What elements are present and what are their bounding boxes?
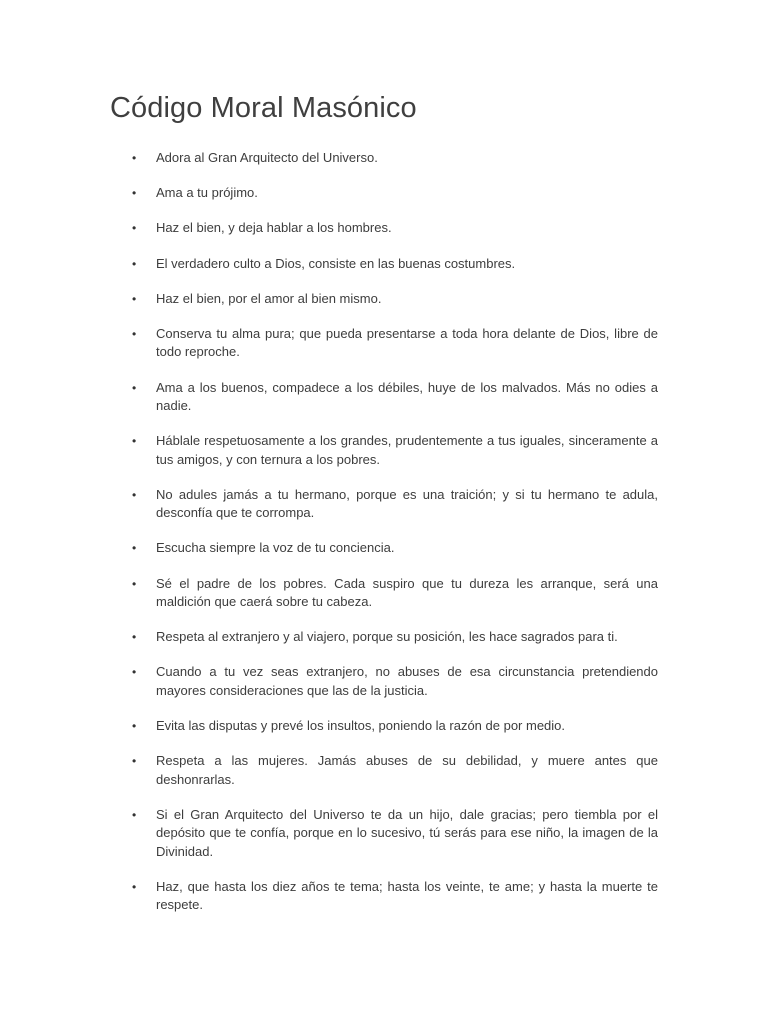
list-item: [110, 806, 658, 861]
list-item: [110, 717, 658, 735]
list-item: [110, 290, 658, 308]
bullet-icon: •: [132, 665, 137, 680]
bullet-icon: •: [132, 380, 137, 395]
list-item: [110, 752, 658, 789]
rules-list: [110, 149, 658, 915]
bullet-icon: •: [132, 221, 137, 236]
bullet-icon: •: [132, 434, 137, 449]
bullet-icon: •: [132, 807, 137, 822]
bullet-icon: •: [132, 719, 137, 734]
bullet-icon: •: [132, 630, 137, 645]
list-item-text: Sé el padre de los pobres. Cada suspiro que tu dureza les arranque, será una maldición que caerá sobre tu cabeza.: [156, 575, 658, 610]
list-item-text: Conserva tu alma pura; que pueda presentarse a toda hora delante de Dios, libre de todo reproche.: [156, 326, 658, 360]
list-item: [110, 149, 658, 167]
bullet-icon: •: [132, 541, 137, 556]
bullet-icon: •: [132, 151, 137, 165]
document-page: [110, 90, 658, 932]
list-item: [110, 255, 658, 273]
list-item-text: Respeta a las mujeres. Jamás abuses de su debilidad, y muere antes que deshonrarlas.: [156, 753, 658, 787]
bullet-icon: •: [132, 487, 137, 502]
bullet-icon: •: [132, 186, 137, 201]
bullet-icon: •: [132, 754, 137, 769]
list-item: [110, 663, 658, 700]
list-item: [110, 379, 658, 416]
list-item-text: Haz el bien, por el amor al bien mismo.: [156, 290, 382, 306]
bullet-icon: •: [132, 576, 137, 591]
bullet-icon: •: [132, 879, 137, 894]
page-title: Código Moral Masónico: [110, 92, 417, 124]
list-item-text: Haz, que hasta los diez años te tema; hasta los veinte, te ame; y hasta la muerte te respete.: [156, 878, 658, 913]
list-item: [110, 878, 658, 915]
list-item-text: Háblale respetuosamente a los grandes, prudentemente a tus iguales, sinceramente a tus amigos, y con ternura a los pobres.: [156, 433, 658, 467]
list-item-text: Ama a los buenos, compadece a los débiles, huye de los malvados. Más no odies a nadie.: [156, 379, 658, 414]
bullet-icon: •: [132, 327, 137, 342]
list-item-text: Adora al Gran Arquitecto del Universo.: [156, 150, 378, 165]
list-item-text: Evita las disputas y prevé los insultos, poniendo la razón de por medio.: [156, 718, 566, 734]
list-item-text: Si el Gran Arquitecto del Universo te da un hijo, dale gracias; pero tiembla por el depósito que te confía, porque en lo sucesivo, tú serás para ese niño, la imagen de la Divinidad.: [156, 806, 658, 859]
list-item: [110, 486, 658, 523]
list-item-text: El verdadero culto a Dios, consiste en las buenas costumbres.: [156, 255, 516, 271]
list-item: [110, 325, 658, 362]
list-item-text: Ama a tu prójimo.: [156, 185, 258, 201]
list-item: [110, 575, 658, 612]
list-item-text: No adules jamás a tu hermano, porque es una traición; y si tu hermano te adula, desconfía que te corrompa.: [156, 486, 658, 521]
list-item: [110, 184, 658, 202]
list-item-text: Respeta al extranjero y al viajero, porque su posición, les hace sagrados para ti.: [156, 629, 618, 645]
list-item-text: Cuando a tu vez seas extranjero, no abuses de esa circunstancia pretendiendo mayores consideraciones que las de la justicia.: [156, 664, 658, 698]
list-item-text: Haz el bien, y deja hablar a los hombres.: [156, 220, 392, 236]
bullet-icon: •: [132, 291, 137, 306]
list-item-text: Escucha siempre la voz de tu conciencia.: [156, 540, 395, 556]
list-item: [110, 539, 658, 557]
bullet-icon: •: [132, 256, 137, 271]
list-item: [110, 219, 658, 237]
list-item: [110, 628, 658, 646]
list-item: [110, 432, 658, 469]
